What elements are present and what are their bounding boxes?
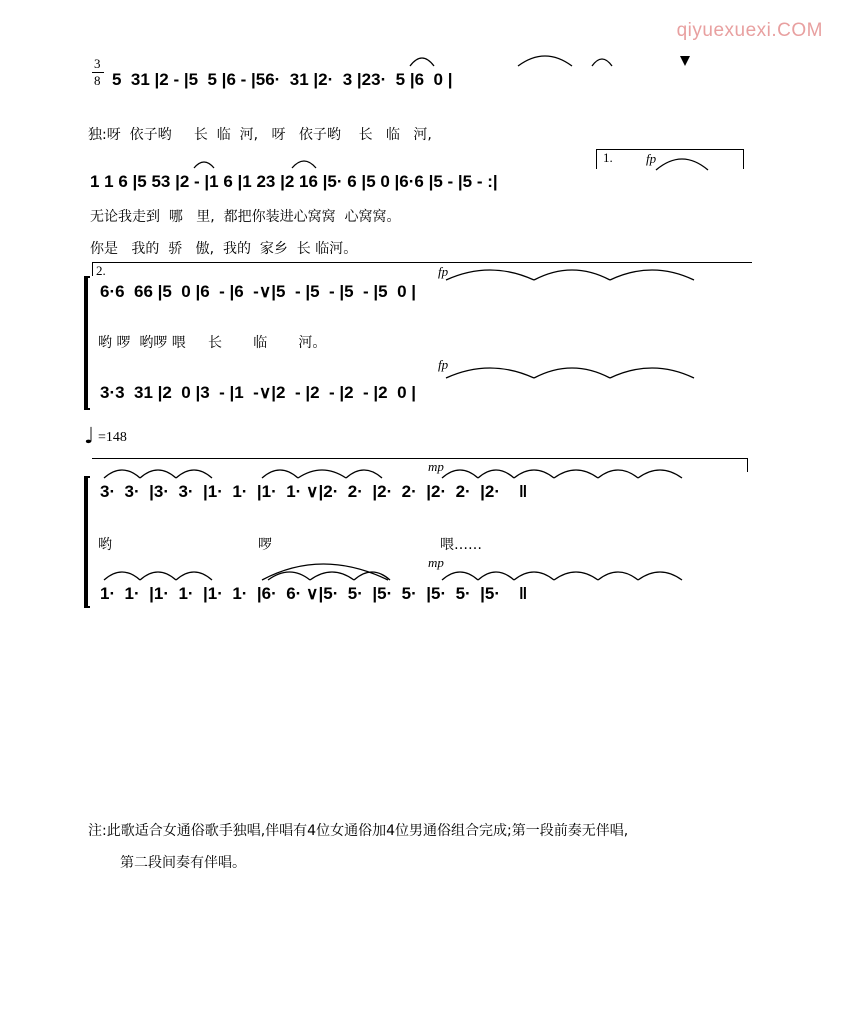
volta-2-label: 2. <box>96 263 106 278</box>
system3-brace <box>84 276 88 410</box>
dynamic-fp: fp <box>646 151 657 166</box>
slur <box>346 470 382 478</box>
tempo-quarter-note-icon: ♩ <box>84 424 95 449</box>
slur <box>514 470 554 478</box>
slur <box>446 368 534 378</box>
slur <box>638 470 682 478</box>
brace4-bottom <box>84 606 90 608</box>
system2-notes: 1 1 6 |5 53 |2 - |1 6 |1 23 |2 16 |5· 6 |5 0 |6·6 |5 - |5 - :| <box>90 172 498 191</box>
dynamic-fp-upper: fp <box>438 264 449 279</box>
slur <box>592 59 612 66</box>
slur <box>638 572 682 580</box>
slur <box>610 368 694 378</box>
system4-lower-notes: 1· 1· |1· 1· |1· 1· |6· 6· ∨|5· 5· |5· 5· |5· 5· |5· ‖ <box>100 584 528 603</box>
slur <box>262 564 388 580</box>
system3-lyrics: 哟 啰 哟啰 喂 长 临 河。 <box>98 335 327 351</box>
slur <box>410 58 434 66</box>
volta-1-bracket <box>596 149 744 150</box>
slur <box>176 470 212 478</box>
slur <box>446 270 534 280</box>
system1-notes: 5 31 |2 - |5 5 |6 - |56· 31 |2· 3 |23· 5 |6 0 | <box>112 70 453 89</box>
volta-1-label: 1. <box>603 150 613 165</box>
slur <box>262 470 298 478</box>
system3-lower-notes: 3·3 31 |2 0 |3 - |1 -∨|2 - |2 - |2 - |2 0 | <box>100 383 417 402</box>
brace-top <box>84 276 90 278</box>
slur <box>514 572 554 580</box>
slur <box>176 572 212 580</box>
slur <box>554 572 598 580</box>
dynamic-mp-lower: mp <box>428 555 444 570</box>
slur <box>140 470 176 478</box>
system4-brace <box>84 476 88 608</box>
volta-1-left <box>596 149 597 169</box>
slur <box>442 572 478 580</box>
tempo-value: =148 <box>98 430 127 445</box>
slur <box>534 270 610 280</box>
meter-bottom: 8 <box>94 73 101 88</box>
slur <box>442 470 478 478</box>
brace-bottom <box>84 408 90 410</box>
system4-top-line <box>92 458 748 459</box>
volta-2-left <box>92 262 93 276</box>
slur <box>598 470 638 478</box>
slur <box>310 572 354 580</box>
system4-upper-notes: 3· 3· |3· 3· |1· 1· |1· 1· ∨|2· 2· |2· 2· |2· 2· |2· ‖ <box>100 482 528 501</box>
system4-top-right <box>747 458 748 472</box>
system1-lyrics: 独:呀 依子哟 长 临 河, 呀 依子哟 长 临 河, <box>88 127 432 143</box>
dynamic-mp-upper: mp <box>428 459 444 474</box>
slur <box>104 572 140 580</box>
slur <box>518 56 572 66</box>
slur <box>554 470 598 478</box>
system4-lyric-3: 喂…… <box>440 537 482 553</box>
brace4-top <box>84 476 90 478</box>
slur <box>104 470 140 478</box>
system4-lyric-2: 啰 <box>258 537 272 553</box>
volta-1-right <box>743 149 744 169</box>
system2-lyrics-verse2: 你是 我的 骄 傲, 我的 家乡 长 临河。 <box>90 241 358 257</box>
slur <box>598 572 638 580</box>
system2-lyrics-verse1: 无论我走到 哪 里, 都把你装进心窝窝 心窝窝。 <box>90 209 401 225</box>
slur <box>610 270 694 280</box>
footnote-line-2: 第二段间奏有伴唱。 <box>120 855 246 871</box>
slur <box>478 572 514 580</box>
accent-mark <box>680 56 690 66</box>
system3-upper-notes: 6·6 66 |5 0 |6 - |6 -∨|5 - |5 - |5 - |5 0 | <box>100 282 417 301</box>
slur <box>298 470 346 478</box>
slur <box>656 159 708 170</box>
slur <box>194 162 214 168</box>
footnote-line-1: 注:此歌适合女通俗歌手独唱,伴唱有4位女通俗加4位男通俗组合完成;第一段前奏无伴唱, <box>88 823 629 839</box>
meter-top: 3 <box>94 56 101 71</box>
slur <box>534 368 610 378</box>
watermark-logo: qiyuexuexi.COM <box>676 20 823 41</box>
slur <box>478 470 514 478</box>
dynamic-fp-lower: fp <box>438 357 449 372</box>
volta-2-bracket <box>92 262 752 263</box>
slur <box>292 161 316 168</box>
system4-lyric-1: 哟 <box>98 537 112 553</box>
slur <box>140 572 176 580</box>
slur <box>354 572 390 580</box>
slur <box>268 572 310 580</box>
